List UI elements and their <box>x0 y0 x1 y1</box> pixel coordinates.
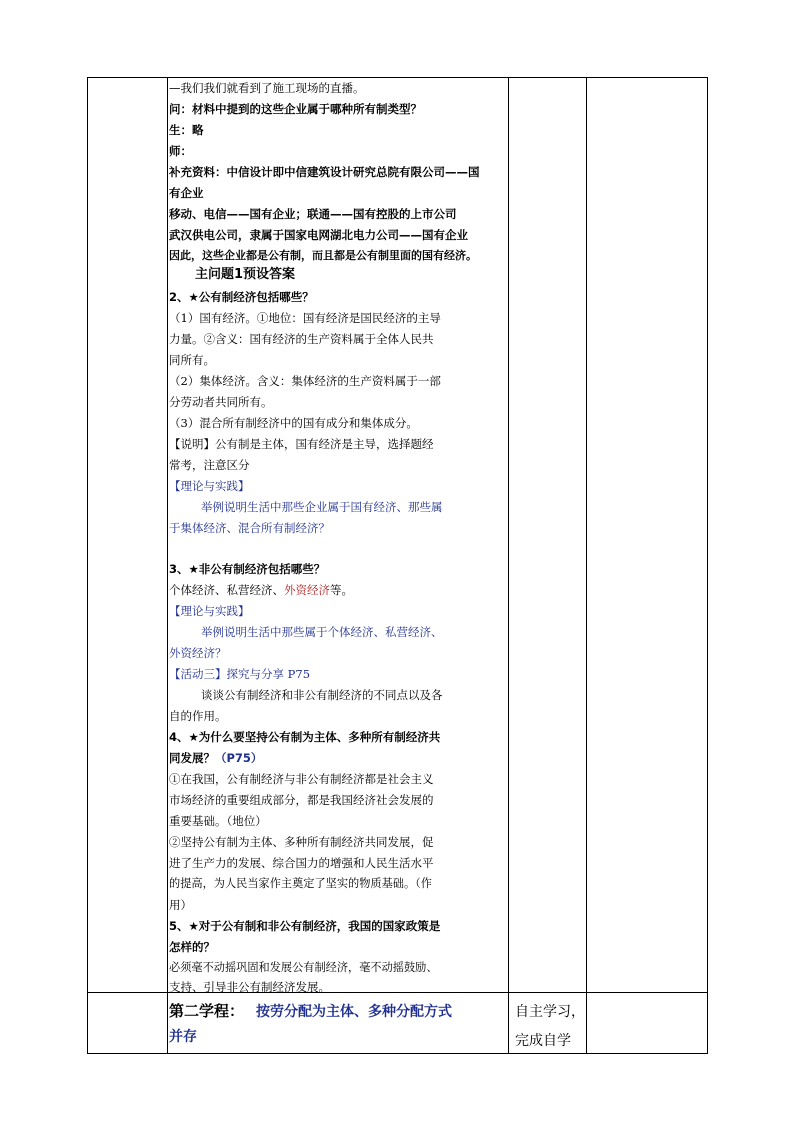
theory-heading-2: 【理论与实践】 <box>169 604 250 618</box>
question-4-line-2 <box>169 751 262 765</box>
question-3: 3、★非公有制经济包括哪些？ <box>169 562 326 576</box>
lesson-table <box>87 77 708 1054</box>
supplement-line-1: 补充资料：中信设计即中信建筑设计研究总院有限公司——国 <box>169 165 480 179</box>
intro-line: —我们我们就看到了施工现场的直播。 <box>169 81 365 95</box>
table-border-right <box>707 77 708 1054</box>
q4-answer-1-line-2: 市场经济的重要组成部分，都是我国经济社会发展的 <box>169 793 434 807</box>
q3-answer-part-2: 等。 <box>330 583 353 597</box>
section-title-line-2: 并存 <box>169 1029 197 1045</box>
theory-heading-1: 【理论与实践】 <box>169 479 250 493</box>
table-border-left <box>87 77 88 1054</box>
table-divider-1 <box>167 77 168 1054</box>
q4-answer-2-line-3: 的提高，为人民当家作主奠定了坚实的物质基础。（作 <box>169 877 432 890</box>
question-5-line-2: 怎样的？ <box>169 940 215 954</box>
q2-answer-3: （3）混合所有制经济中的国有成分和集体成分。 <box>169 416 418 430</box>
supplement-line-2: 有企业 <box>169 186 204 200</box>
section-title-rest: 按劳分配为主体、多种分配方式 <box>256 1004 453 1020</box>
q4-answer-2-line-2: 进了生产力的发展、综合国力的增强和人民生活水平 <box>169 856 434 870</box>
activity-text-2: 自的作用。 <box>169 709 227 723</box>
study-method-line-1: 自主学习， <box>515 1004 585 1020</box>
q4-answer-2-line-1: ②坚持公有制为主体、多种所有制经济共同发展，促 <box>169 835 434 849</box>
teacher-line: 师： <box>169 144 192 158</box>
question-4-text: 同发展？ <box>169 751 215 765</box>
q5-answer-line-1: 必须毫不动摇巩固和发展公有制经济，毫不动摇鼓励、 <box>169 961 438 974</box>
q3-answer-highlight: 外资经济 <box>284 583 330 597</box>
question-4-page-ref: （P75） <box>215 751 263 765</box>
q2-answer-2-line-2: 分劳动者共同所有。 <box>169 395 273 409</box>
q4-answer-1-line-1: ①在我国，公有制经济与非公有制经济都是社会主义 <box>169 772 434 786</box>
answer-heading: 主问题1预设答案 <box>195 267 296 282</box>
table-divider-2 <box>508 77 509 1054</box>
question-line: 问：材料中提到的这些企业属于哪种所有制类型？ <box>169 102 422 116</box>
activity-text-1: 谈谈公有制经济和非公有制经济的不同点以及各 <box>201 688 443 702</box>
question-2: 2、★公有制经济包括哪些？ <box>169 290 314 304</box>
study-method-line-2: 完成自学 <box>515 1033 571 1049</box>
section-title-lead: 第二学程： <box>169 1002 245 1020</box>
q2-answer-1-line-3: 同所有。 <box>169 353 215 367</box>
theory-2-text-1: 举例说明生活中那些属于个体经济、私营经济、 <box>201 625 443 639</box>
theory-2-text-2: 外资经济？ <box>169 646 227 660</box>
theory-1-text-1: 举例说明生活中那些企业属于国有经济、那些属 <box>201 500 443 514</box>
q2-answer-2-line-1: （2）集体经济。含义：集体经济的生产资料属于一部 <box>169 374 441 388</box>
note-line-2: 常考，注意区分 <box>169 458 250 472</box>
q4-answer-1-line-3: 重要基础。（地位） <box>169 814 267 828</box>
q3-answer <box>169 583 353 597</box>
section-title-line-1 <box>169 1004 452 1019</box>
content-cell-upper <box>169 77 507 992</box>
content-cell-lower <box>169 993 507 1053</box>
theory-1-text-2: 于集体经济、混合所有制经济？ <box>169 521 330 535</box>
q2-answer-1-line-2: 力量。②含义：国有经济的生产资料属于全体人民共 <box>169 332 434 346</box>
student-line: 生：略 <box>169 123 204 137</box>
question-5-line-1: 5、★对于公有制和非公有制经济，我国的国家政策是 <box>169 919 441 933</box>
note-line-1: 【说明】公有制是主体，国有经济是主导，选择题经 <box>169 437 434 451</box>
table-border-bottom <box>87 1053 708 1054</box>
q4-answer-2-line-4: 用） <box>169 898 192 912</box>
q3-answer-part-1: 个体经济、私营经济、 <box>169 583 284 597</box>
q2-answer-1-line-1: （1）国有经济。①地位：国有经济是国民经济的主导 <box>169 311 441 325</box>
q5-answer-line-2: 支持、引导非公有制经济发展。 <box>169 980 330 994</box>
question-4-line-1: 4、★为什么要坚持公有制为主体、多种所有制经济共 <box>169 730 441 744</box>
activity-heading: 【活动三】探究与分享 P75 <box>169 667 311 681</box>
table-divider-3 <box>586 77 587 1054</box>
mobile-telecom-line: 移动、电信——国有企业；联通——国有控股的上市公司 <box>169 207 457 221</box>
conclusion-line: 因此，这些企业都是公有制，而且都是公有制里面的国有经济。 <box>169 249 477 262</box>
wuhan-power-line: 武汉供电公司，隶属于国家电网湖北电力公司——国有企业 <box>169 228 468 242</box>
